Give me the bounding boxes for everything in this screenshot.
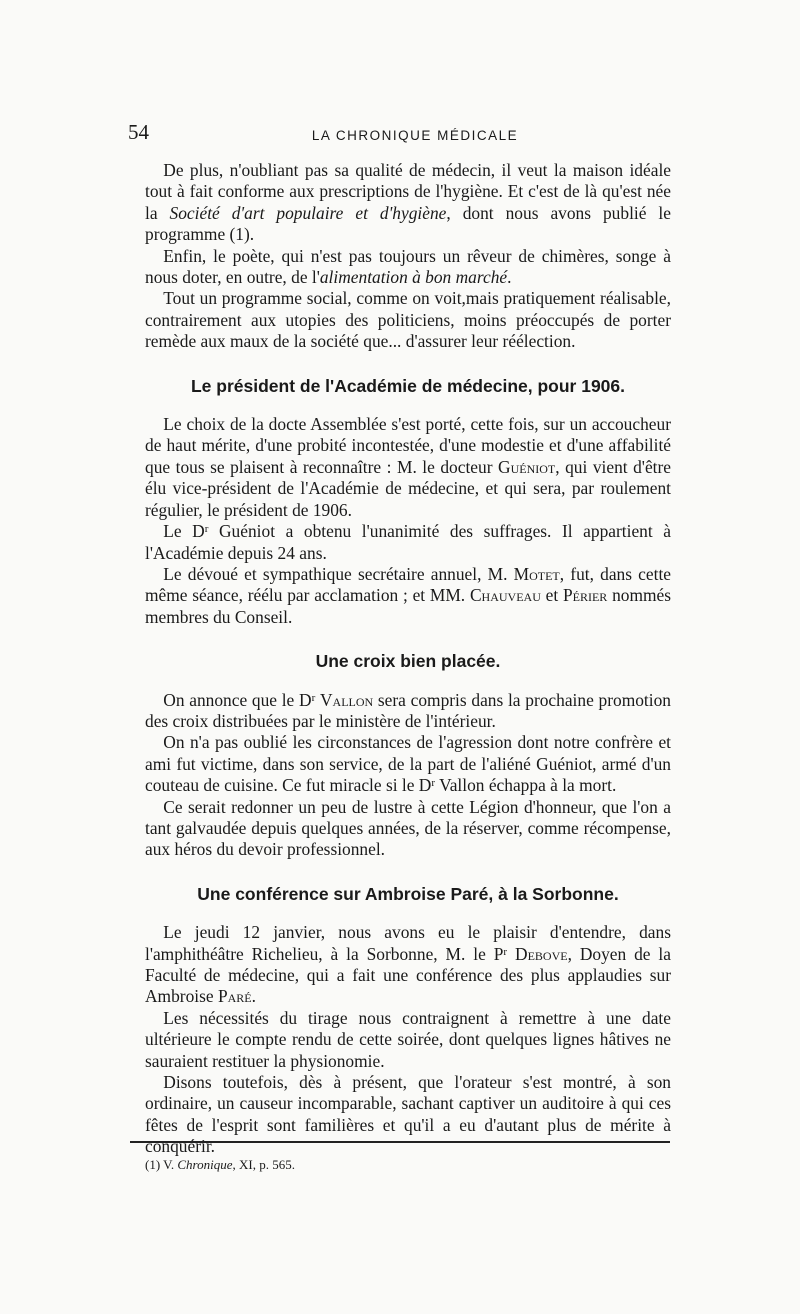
paragraph: Disons toutefois, dès à présent, que l'orateur s'est montré, à son ordinaire, un causeur incomparable, sachant captiver un auditoire à qui ces fêtes de l'esprit sont familières et qu'il a eu d'autant plus de mérite à conquérir. — [145, 1072, 671, 1157]
paragraph: De plus, n'oubliant pas sa qualité de médecin, il veut la maison idéale tout à fait conforme aux prescriptions de l'hygiène. Et c'est de là qu'est née la Société d'art populaire et d'hygiène, dont nous avons publié le programme (1). — [145, 160, 671, 245]
section-heading: Le président de l'Académie de médecine, pour 1906. — [190, 375, 626, 396]
section-heading: Une croix bien placée. — [315, 651, 501, 672]
paragraph: On n'a pas oublié les circonstances de l'agression dont notre confrère et ami fut victime, dans son service, de la part de l'aliéné Guéniot, armé d'un couteau de cuisine. Ce fut miracle si le $D^r$ Vallon échappa à la mort. — [145, 732, 671, 796]
paragraph: On annonce que le $D^r$ Vallon sera compris dans la prochaine promotion des croix distribuées par le ministère de l'intérieur. — [145, 689, 671, 731]
paragraph: Tout un programme social, comme on voit,mais pratiquement réalisable, contrairement aux utopies des politiciens, moins préoccupés de porter remède aux maux de la société que... d'assurer leur réélection. — [145, 288, 671, 352]
paragraph: Les nécessités du tirage nous contraignent à remettre à une date ultérieure le compte rendu de cette soirée, dont quelques lignes hâtives ne sauraient restituer la physionomie. — [145, 1007, 671, 1071]
paragraph: Ce serait redonner un peu de lustre à cette Légion d'honneur, que l'on a tant galvaudée depuis quelques années, de la réserver, comme récompense, aux héros du devoir professionnel. — [145, 796, 671, 860]
footnote-divider — [130, 1141, 670, 1143]
page-number: 54 — [128, 120, 149, 144]
paragraph: Enfin, le poète, qui n'est pas toujours un rêveur de chimères, songe à nous doter, en outre, de l'alimentation à bon marché. — [145, 245, 671, 288]
paragraph: Le dévoué et sympathique secrétaire annuel, M. Motet, fut, dans cette même séance, réélu par acclamation ; et MM. Chauveau et Périer nommés membres du Conseil. — [145, 563, 672, 627]
paragraph: Le jeudi 12 janvier, nous avons eu le plaisir d'entendre, dans l'amphithéâtre Richelieu, à la Sorbonne, M. le $P^r$ Debove, Doyen de la Faculté de médecine, qui a fait une conférence des plus applaudies sur Ambroise Paré. — [145, 922, 671, 1007]
paragraph: Le $D^r$ Guéniot a obtenu l'unanimité des suffrages. Il appartient à l'Académie depuis 24 ans. — [145, 521, 672, 563]
footnote: (1) V. Chronique, XI, p. 565. — [145, 1157, 295, 1172]
paragraph: Le choix de la docte Assemblée s'est porté, cette fois, sur un accoucheur de haut mérite, d'une probité incontestée, d'une modestie et d'une affabilité que tous se plaisent à reconnaître : M. le docteur Guéniot, qui vient d'être élu vice-président de l'Académie de médecine, et qui sera, par roulement régulier, le président de 1906. — [145, 414, 672, 520]
text-column — [145, 160, 671, 1158]
section-heading: Une conférence sur Ambroise Paré, à la Sorbonne. — [197, 883, 619, 904]
running-title: LA CHRONIQUE MÉDICALE — [311, 128, 519, 143]
